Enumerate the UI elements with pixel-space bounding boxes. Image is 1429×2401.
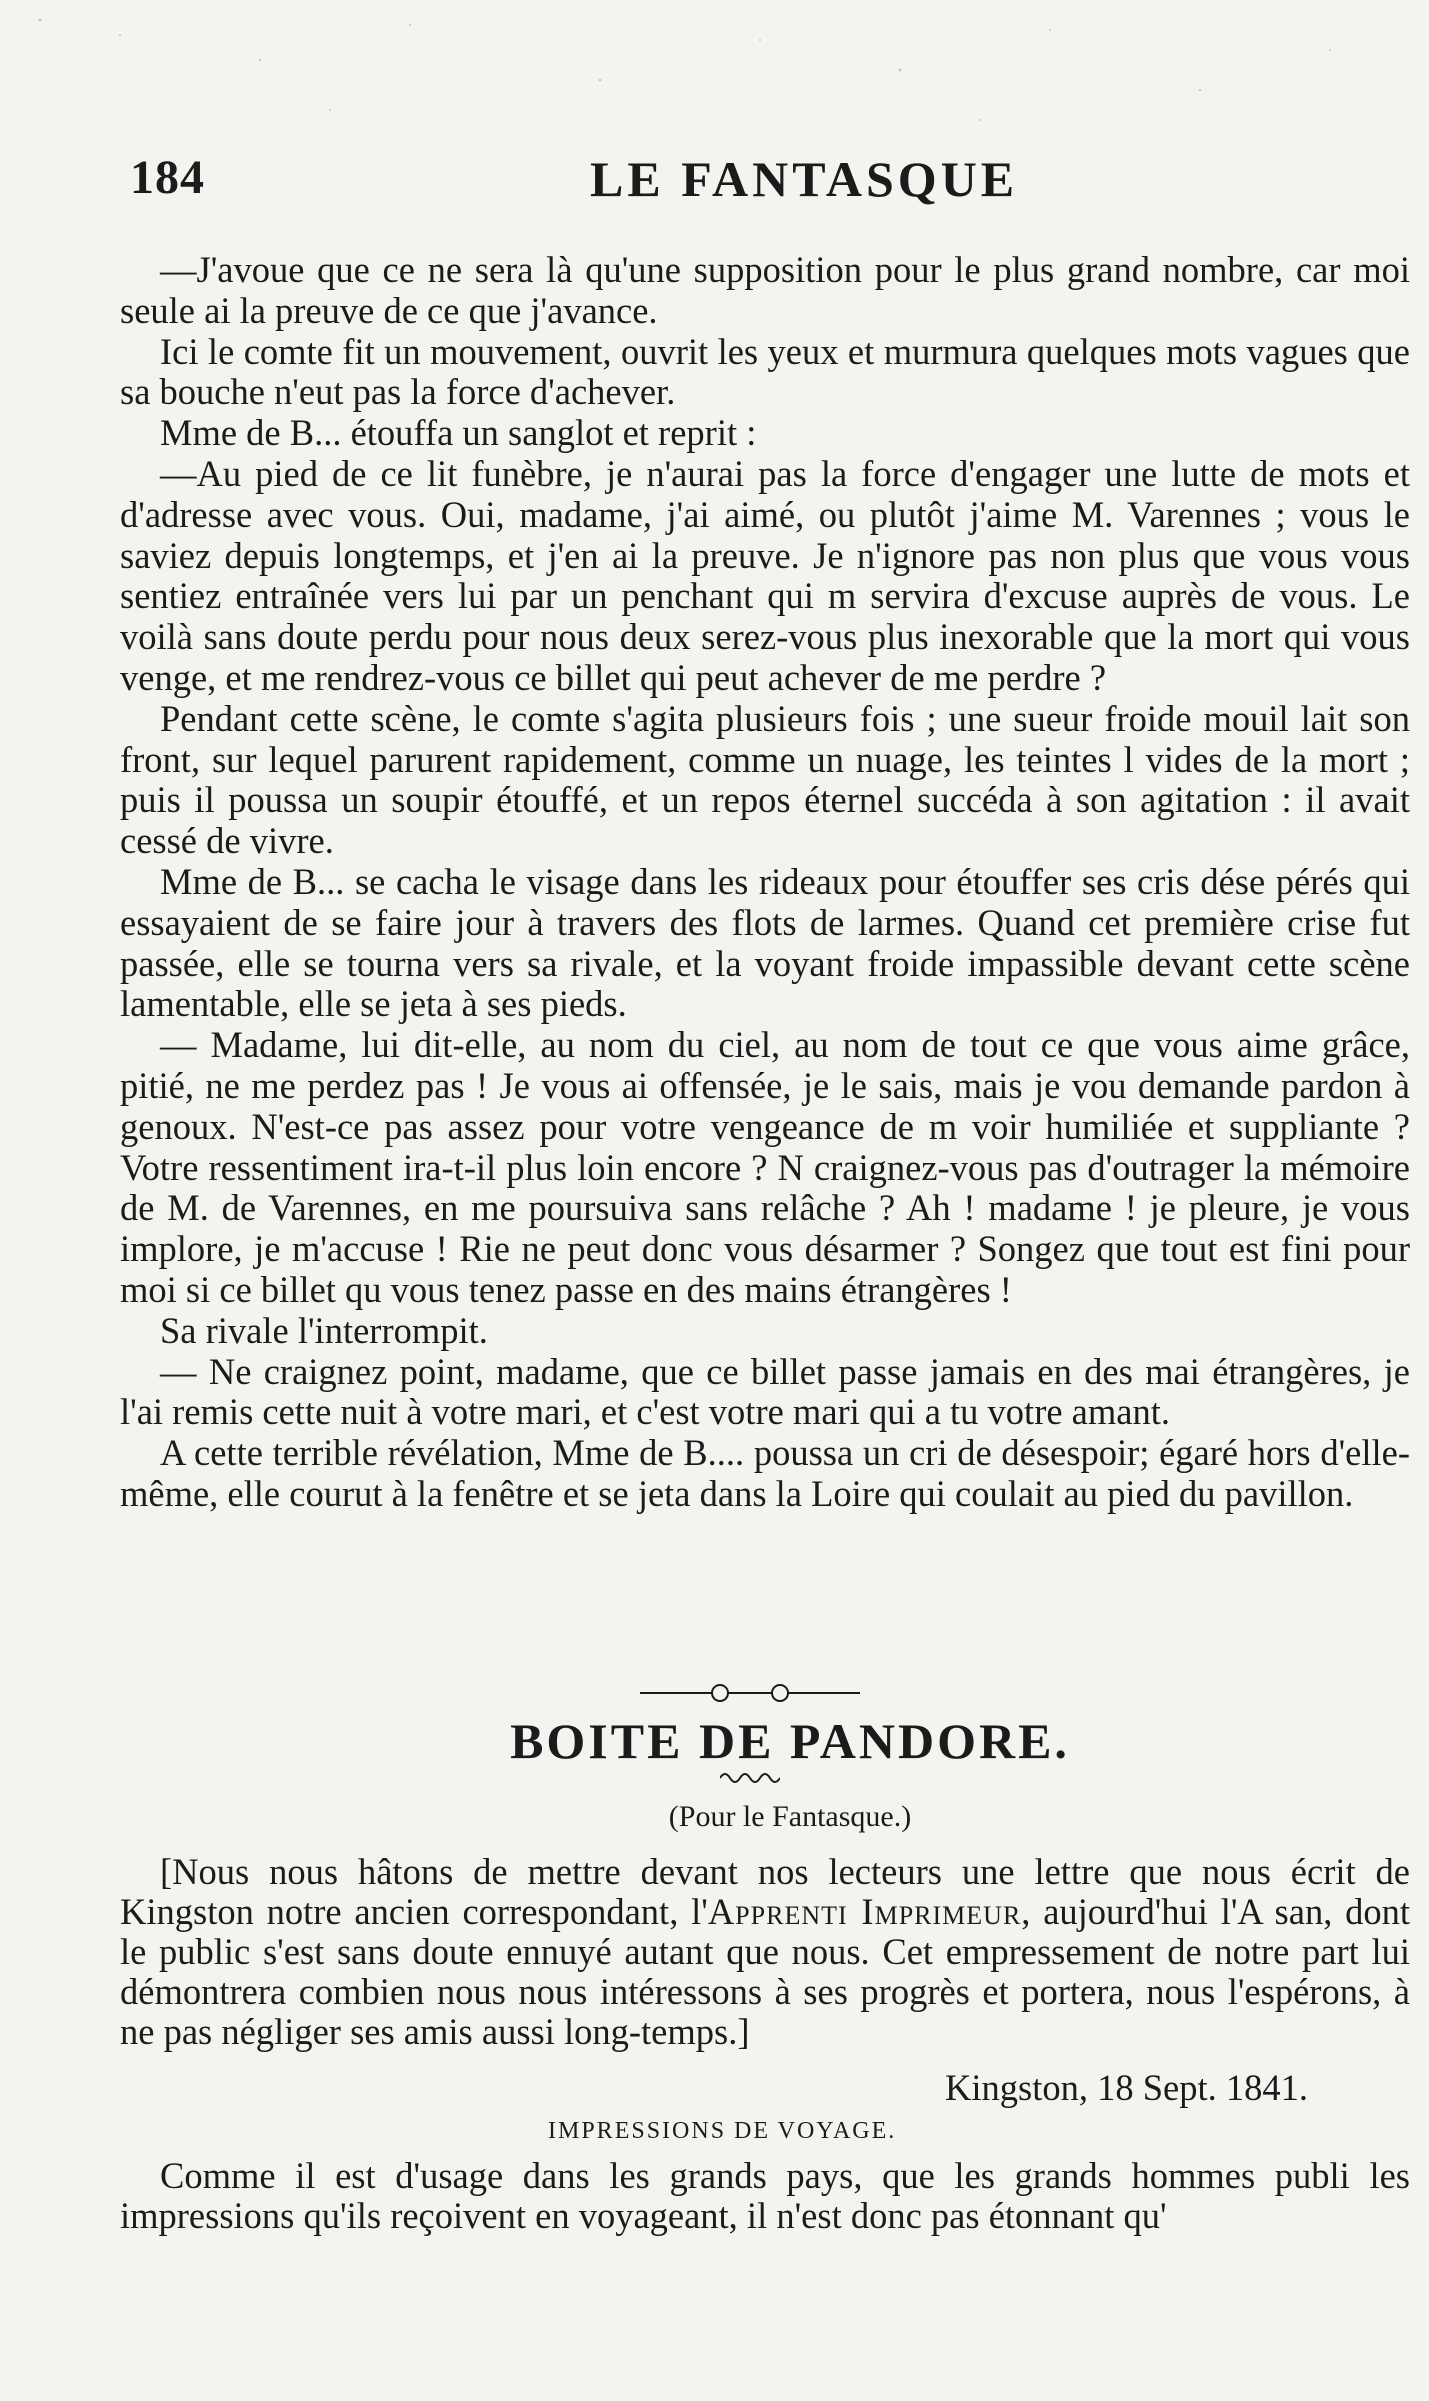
page-number: 184 xyxy=(130,151,205,204)
print-speckle-decoration xyxy=(0,0,1429,140)
squiggle-ornament xyxy=(720,1770,780,1786)
story-paragraph: — Ne craignez point, madame, que ce billet passe jamais en des mai étrangères, je l'ai remis cette nuit à votre mari, et c'est votre mari qui a tu votre amant. xyxy=(120,1350,1410,1433)
correspondent-name: Apprenti Imprimeur xyxy=(707,1891,1022,1932)
section-subtitle: (Pour le Fantasque.) xyxy=(668,1800,912,1833)
editor-note-text: [Nous nous hâtons de mettre devant nos lecteurs une lettre que nous écrit de Kingston notre ancien correspondant, l' xyxy=(120,1851,1410,1932)
story-paragraph: Pendant cette scène, le comte s'agita plusieurs fois ; une sueur froide mouil lait son front, sur lequel parurent rapidement, comme un nuage, les teintes l vides de la mort ; puis il poussa un soupir étouffé, et un repos éternel succéda à son agitation : il avait cessé de vivre. xyxy=(120,697,1410,862)
story-paragraph: Ici le comte fit un mouvement, ouvrit les yeux et murmura quelques mots vagues que sa bouche n'eut pas la force d'achever. xyxy=(120,330,1410,413)
letter-paragraph: Comme il est d'usage dans les grands pays, que les grands hommes publi les impressions qu'ils reçoivent en voyageant, il n'est donc pas étonnant qu' xyxy=(120,2155,1410,2236)
story-paragraph: Sa rivale l'interrompit. xyxy=(160,1309,488,1351)
story-paragraph: —Au pied de ce lit funèbre, je n'aurai pas la force d'engager une lutte de mots et d'adresse avec vous. Oui, madame, j'ai aimé, ou plutôt j'aime M. Varennes ; vous le saviez depuis longtemps, et j'en ai la preuve. Je n'ignore pas non plus que vous vous sentiez entraînée vers lui par un penchant qui m servira d'excuse auprès de vous. Le voilà sans doute perdu pour nous deux serez-vous plus inexorable que la mort qui vous venge, et me rendrez-vous ce billet qui peut achever de me perdre ? xyxy=(120,452,1410,698)
story-paragraph: Mme de B... se cacha le visage dans les rideaux pour étouffer ses cris dése pérés qui essayaient de se faire jour à travers des flots de larmes. Quand cet première crise fut passée, elle se tourna vers sa rivale, et la voyant froide impassible devant cette scène lamentable, elle se jeta à ses pieds. xyxy=(120,860,1410,1025)
story-paragraph: A cette terrible révélation, Mme de B.... poussa un cri de désespoir; égaré hors d'elle-même, elle courut à la fenêtre et se jeta dans la Loire qui coulait au pied du pavillon. xyxy=(120,1432,1410,1514)
journal-title: LE FANTASQUE xyxy=(590,151,1019,207)
editor-note-text: , aujourd'hui l'A san, dont le public s'est sans doute ennuyé autant que nous. Cet empressement de notre part lui démontrera combien nous nous intéressons à ses progrès et portera, nous l'espérons, à ne pas négliger ses amis aussi long-temps.] xyxy=(120,1891,1411,2052)
story-paragraph: — Madame, lui dit-elle, au nom du ciel, au nom de tout ce que vous aime grâce, pitié, ne me perdez pas ! Je vous ai offensée, je le sais, mais je vou demande pardon à genoux. N'est-ce pas assez pour votre vengeance de m voir humiliée et suppliante ? Votre ressentiment ira-t-il plus loin encore ? N craignez-vous pas d'outrager la mémoire de M. de Varennes, en me poursuiva sans relâche ? Ah ! madame ! je pleure, je vous implore, je m'accuse ! Rie ne peut donc vous désarmer ? Songez que tout est fini pour moi si ce billet qu vous tenez passe en des mains étrangères ! xyxy=(120,1024,1410,1310)
letter-body xyxy=(120,2156,1410,2236)
story-paragraph: —J'avoue que ce ne sera là qu'une supposition pour le plus grand nombre, car moi seule ai la preuve de ce que j'avance. xyxy=(120,249,1410,331)
ornamental-divider xyxy=(640,1680,860,1706)
subheading: IMPRESSIONS DE VOYAGE. xyxy=(548,2118,897,2144)
page-header xyxy=(130,150,1210,210)
letter-dateline: Kingston, 18 Sept. 1841. xyxy=(945,2067,1308,2108)
story-paragraph: Mme de B... étouffa un sanglot et reprit : xyxy=(160,412,757,454)
story-text xyxy=(120,250,1410,1515)
editor-note xyxy=(120,1852,1410,2052)
section-title: BOITE DE PANDORE. xyxy=(510,1713,1070,1769)
editor-note-paragraph xyxy=(120,1852,1410,2052)
